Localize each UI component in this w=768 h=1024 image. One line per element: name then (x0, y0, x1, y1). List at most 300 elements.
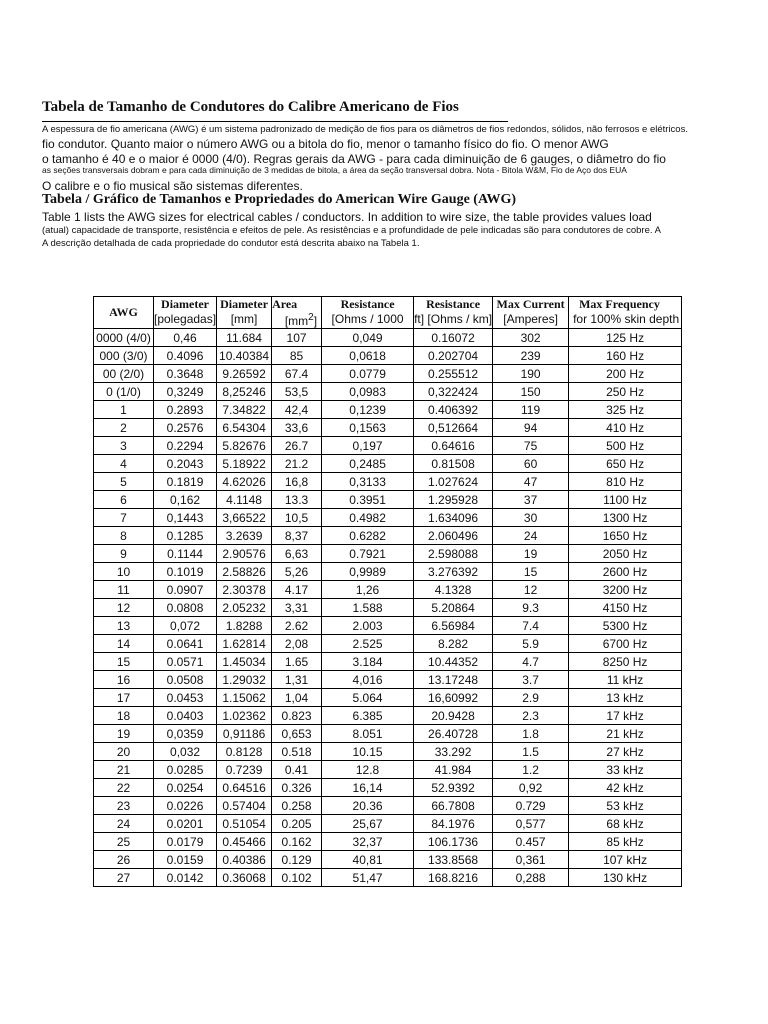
table-row (94, 455, 682, 473)
resistance-ft-cell: 8.051 (322, 725, 414, 743)
area-cell: 33,6 (272, 419, 322, 437)
resistance-km-cell: 16,60992 (414, 689, 493, 707)
max-frequency-cell: 1100 Hz (569, 491, 682, 509)
diameter-mm-cell: 1.45034 (217, 653, 272, 671)
max-current-cell: 302 (493, 329, 569, 347)
table-row (94, 329, 682, 347)
diameter-in-cell: 0.0226 (154, 797, 217, 815)
awg-cell: 8 (94, 527, 154, 545)
resistance-km-cell: 0.16072 (414, 329, 493, 347)
max-current-cell: 1.5 (493, 743, 569, 761)
max-frequency-cell: 810 Hz (569, 473, 682, 491)
section-line-2: (atual) capacidade de transporte, resistência e efeitos de pele. As resistências e a profundidade de pele indicadas são para condutores de cobre. A (42, 225, 661, 236)
diameter-in-cell: 0.2576 (154, 419, 217, 437)
header-max-current: Max Current [Amperes] (493, 297, 569, 329)
area-cell: 0.129 (272, 851, 322, 869)
diameter-in-cell: 0.0285 (154, 761, 217, 779)
resistance-km-cell: 0.202704 (414, 347, 493, 365)
diameter-in-cell: 0,0359 (154, 725, 217, 743)
area-cell: 8,37 (272, 527, 322, 545)
area-cell: 0.326 (272, 779, 322, 797)
awg-cell: 24 (94, 815, 154, 833)
area-cell: 13.3 (272, 491, 322, 509)
max-frequency-cell: 6700 Hz (569, 635, 682, 653)
diameter-in-cell: 0,3249 (154, 383, 217, 401)
header-area: Area $[mm^2]$ (272, 297, 322, 329)
table-row (94, 581, 682, 599)
page-title: Tabela de Tamanho de Condutores do Calibre Americano de Fios (42, 99, 459, 115)
diameter-in-cell: 0.0571 (154, 653, 217, 671)
resistance-ft-cell: 51,47 (322, 869, 414, 887)
max-current-cell: 1.2 (493, 761, 569, 779)
diameter-in-cell: 0.0201 (154, 815, 217, 833)
resistance-ft-cell: 0,1239 (322, 401, 414, 419)
awg-cell: 22 (94, 779, 154, 797)
area-cell: 2.62 (272, 617, 322, 635)
resistance-ft-cell: 0,049 (322, 329, 414, 347)
max-frequency-cell: 500 Hz (569, 437, 682, 455)
intro-line-1: A espessura de fio americana (AWG) é um sistema padronizado de medição de fios para os diâmetros de fios redondos, sólidos, não ferrosos e elétricos. (42, 124, 688, 135)
max-frequency-cell: 2050 Hz (569, 545, 682, 563)
diameter-mm-cell: 0.36068 (217, 869, 272, 887)
diameter-mm-cell: 2.58826 (217, 563, 272, 581)
resistance-km-cell: 1.634096 (414, 509, 493, 527)
max-current-cell: 0,577 (493, 815, 569, 833)
resistance-km-cell: 0.64616 (414, 437, 493, 455)
resistance-ft-cell: 2.525 (322, 635, 414, 653)
resistance-km-cell: 106.1736 (414, 833, 493, 851)
diameter-in-cell: 0.0907 (154, 581, 217, 599)
awg-cell: 26 (94, 851, 154, 869)
resistance-ft-cell: 5.064 (322, 689, 414, 707)
diameter-mm-cell: 0.45466 (217, 833, 272, 851)
diameter-mm-cell: 1.62814 (217, 635, 272, 653)
diameter-mm-cell: 1.02362 (217, 707, 272, 725)
diameter-in-cell: 0,032 (154, 743, 217, 761)
area-cell: 16,8 (272, 473, 322, 491)
diameter-in-cell: 0.0808 (154, 599, 217, 617)
max-frequency-cell: 130 kHz (569, 869, 682, 887)
area-cell: 10,5 (272, 509, 322, 527)
intro-line-3: o tamanho é 40 e o maior é 0000 (4/0). Regras gerais da AWG - para cada diminuição de 6 gauges, o diâmetro do fio (42, 152, 666, 166)
max-frequency-cell: 53 kHz (569, 797, 682, 815)
awg-cell: 25 (94, 833, 154, 851)
max-frequency-cell: 650 Hz (569, 455, 682, 473)
resistance-km-cell: 3.276392 (414, 563, 493, 581)
awg-cell: 5 (94, 473, 154, 491)
awg-cell: 000 (3/0) (94, 347, 154, 365)
header-diameter-in: Diameter [polegadas] (154, 297, 217, 329)
max-current-cell: 37 (493, 491, 569, 509)
diameter-in-cell: 0.0179 (154, 833, 217, 851)
max-frequency-cell: 33 kHz (569, 761, 682, 779)
awg-cell: 7 (94, 509, 154, 527)
resistance-km-cell: 0,512664 (414, 419, 493, 437)
table-row (94, 617, 682, 635)
max-frequency-cell: 42 kHz (569, 779, 682, 797)
diameter-mm-cell: 3.2639 (217, 527, 272, 545)
max-current-cell: 1.8 (493, 725, 569, 743)
diameter-in-cell: 0.4096 (154, 347, 217, 365)
max-current-cell: 94 (493, 419, 569, 437)
max-current-cell: 190 (493, 365, 569, 383)
resistance-km-cell: 13.17248 (414, 671, 493, 689)
area-cell: 0.258 (272, 797, 322, 815)
resistance-ft-cell: 40,81 (322, 851, 414, 869)
resistance-ft-cell: 0,197 (322, 437, 414, 455)
header-diameter-mm: Diameter [mm] (217, 297, 272, 329)
max-current-cell: 0,361 (493, 851, 569, 869)
table-row (94, 599, 682, 617)
table-row (94, 869, 682, 887)
resistance-km-cell: 0.81508 (414, 455, 493, 473)
awg-cell: 0000 (4/0) (94, 329, 154, 347)
table-row (94, 401, 682, 419)
resistance-km-cell: 1.295928 (414, 491, 493, 509)
table-header-row (94, 297, 682, 329)
diameter-mm-cell: 0.40386 (217, 851, 272, 869)
max-frequency-cell: 5300 Hz (569, 617, 682, 635)
header-resistance-ft: Resistance [Ohms / 1000 (322, 297, 414, 329)
max-frequency-cell: 4150 Hz (569, 599, 682, 617)
area-cell: 85 (272, 347, 322, 365)
diameter-in-cell: 0.0254 (154, 779, 217, 797)
diameter-in-cell: 0.2043 (154, 455, 217, 473)
table-row (94, 545, 682, 563)
diameter-mm-cell: 1.8288 (217, 617, 272, 635)
max-frequency-cell: 17 kHz (569, 707, 682, 725)
diameter-in-cell: 0.1019 (154, 563, 217, 581)
awg-cell: 11 (94, 581, 154, 599)
awg-cell: 21 (94, 761, 154, 779)
area-cell: 67.4 (272, 365, 322, 383)
area-cell: 107 (272, 329, 322, 347)
awg-cell: 0 (1/0) (94, 383, 154, 401)
resistance-km-cell: 26.40728 (414, 725, 493, 743)
awg-cell: 23 (94, 797, 154, 815)
resistance-ft-cell: 0,9989 (322, 563, 414, 581)
awg-cell: 14 (94, 635, 154, 653)
resistance-ft-cell: 25,67 (322, 815, 414, 833)
diameter-mm-cell: 0,91186 (217, 725, 272, 743)
resistance-km-cell: 133.8568 (414, 851, 493, 869)
intro-line-2: fio condutor. Quanto maior o número AWG ou a bitola do fio, menor o tamanho físico do fio. O menor AWG (42, 137, 609, 151)
awg-cell: 1 (94, 401, 154, 419)
max-frequency-cell: 3200 Hz (569, 581, 682, 599)
diameter-in-cell: 0.0508 (154, 671, 217, 689)
diameter-in-cell: 0,1443 (154, 509, 217, 527)
diameter-mm-cell: 5.18922 (217, 455, 272, 473)
area-cell: 0.162 (272, 833, 322, 851)
resistance-km-cell: 2.060496 (414, 527, 493, 545)
max-current-cell: 9.3 (493, 599, 569, 617)
diameter-in-cell: 0.0159 (154, 851, 217, 869)
max-frequency-cell: 250 Hz (569, 383, 682, 401)
resistance-ft-cell: 0,0983 (322, 383, 414, 401)
resistance-ft-cell: 1,26 (322, 581, 414, 599)
max-current-cell: 47 (493, 473, 569, 491)
table-row (94, 365, 682, 383)
diameter-mm-cell: 1.15062 (217, 689, 272, 707)
table-row (94, 779, 682, 797)
table-row (94, 635, 682, 653)
diameter-mm-cell: 11.684 (217, 329, 272, 347)
diameter-in-cell: 0,46 (154, 329, 217, 347)
table-row (94, 347, 682, 365)
resistance-km-cell: 52.9392 (414, 779, 493, 797)
table-row (94, 797, 682, 815)
table-row (94, 851, 682, 869)
resistance-km-cell: 20.9428 (414, 707, 493, 725)
max-current-cell: 119 (493, 401, 569, 419)
resistance-km-cell: 8.282 (414, 635, 493, 653)
resistance-km-cell: 0,322424 (414, 383, 493, 401)
resistance-ft-cell: 0.7921 (322, 545, 414, 563)
max-frequency-cell: 2600 Hz (569, 563, 682, 581)
area-cell: 26.7 (272, 437, 322, 455)
max-current-cell: 12 (493, 581, 569, 599)
max-current-cell: 3.7 (493, 671, 569, 689)
table-row (94, 437, 682, 455)
resistance-ft-cell: 12.8 (322, 761, 414, 779)
header-max-frequency: Max Frequency for 100% skin depth (569, 297, 682, 329)
awg-cell: 4 (94, 455, 154, 473)
diameter-in-cell: 0.2893 (154, 401, 217, 419)
area-cell: 3,31 (272, 599, 322, 617)
area-cell: 1.65 (272, 653, 322, 671)
awg-cell: 17 (94, 689, 154, 707)
area-cell: 0.518 (272, 743, 322, 761)
diameter-mm-cell: 0.51054 (217, 815, 272, 833)
table-row (94, 743, 682, 761)
resistance-ft-cell: 0.6282 (322, 527, 414, 545)
awg-cell: 20 (94, 743, 154, 761)
diameter-in-cell: 0.1285 (154, 527, 217, 545)
table-row (94, 653, 682, 671)
table-row (94, 491, 682, 509)
max-current-cell: 0.457 (493, 833, 569, 851)
max-current-cell: 24 (493, 527, 569, 545)
max-frequency-cell: 107 kHz (569, 851, 682, 869)
max-current-cell: 75 (493, 437, 569, 455)
awg-cell: 15 (94, 653, 154, 671)
resistance-ft-cell: 1.588 (322, 599, 414, 617)
diameter-mm-cell: 3,66522 (217, 509, 272, 527)
resistance-ft-cell: 3.184 (322, 653, 414, 671)
table-row (94, 419, 682, 437)
table-row (94, 383, 682, 401)
diameter-in-cell: 0.0142 (154, 869, 217, 887)
max-current-cell: 2.3 (493, 707, 569, 725)
max-frequency-cell: 1650 Hz (569, 527, 682, 545)
resistance-ft-cell: 4,016 (322, 671, 414, 689)
intro-line-5: O calibre e o fio musical são sistemas diferentes. (42, 179, 303, 193)
max-current-cell: 30 (493, 509, 569, 527)
diameter-mm-cell: 0.64516 (217, 779, 272, 797)
max-current-cell: 2.9 (493, 689, 569, 707)
max-current-cell: 0,92 (493, 779, 569, 797)
resistance-ft-cell: 10.15 (322, 743, 414, 761)
max-current-cell: 5.9 (493, 635, 569, 653)
intro-line-4: as seções transversais dobram e para cada diminuição de 3 medidas de bitola, a área da seção transversal dobra. Nota - Bitola W&M, Fio de Aço dos EUA (42, 165, 627, 175)
diameter-mm-cell: 0.8128 (217, 743, 272, 761)
title-underline (42, 121, 508, 122)
resistance-ft-cell: 0.3951 (322, 491, 414, 509)
diameter-in-cell: 0.3648 (154, 365, 217, 383)
awg-cell: 13 (94, 617, 154, 635)
diameter-in-cell: 0,162 (154, 491, 217, 509)
area-cell: 1,04 (272, 689, 322, 707)
table-row (94, 707, 682, 725)
header-resistance-km: Resistance ft] [Ohms / km] (414, 297, 493, 329)
resistance-ft-cell: 0,2485 (322, 455, 414, 473)
resistance-km-cell: 168.8216 (414, 869, 493, 887)
awg-cell: 16 (94, 671, 154, 689)
area-cell: 0.205 (272, 815, 322, 833)
area-cell: 6,63 (272, 545, 322, 563)
diameter-mm-cell: 2.05232 (217, 599, 272, 617)
awg-cell: 27 (94, 869, 154, 887)
area-cell: 4.17 (272, 581, 322, 599)
table-row (94, 815, 682, 833)
diameter-mm-cell: 4.1148 (217, 491, 272, 509)
area-cell: 0,653 (272, 725, 322, 743)
max-frequency-cell: 27 kHz (569, 743, 682, 761)
resistance-ft-cell: 0,3133 (322, 473, 414, 491)
table-row (94, 527, 682, 545)
diameter-mm-cell: 6.54304 (217, 419, 272, 437)
diameter-mm-cell: 2.30378 (217, 581, 272, 599)
diameter-mm-cell: 1.29032 (217, 671, 272, 689)
resistance-ft-cell: 0.0779 (322, 365, 414, 383)
section-line-3: A descrição detalhada de cada propriedade do condutor está descrita abaixo na Tabela 1. (42, 238, 420, 249)
table-row (94, 509, 682, 527)
max-frequency-cell: 8250 Hz (569, 653, 682, 671)
max-current-cell: 0,288 (493, 869, 569, 887)
table-row (94, 725, 682, 743)
area-cell: 2,08 (272, 635, 322, 653)
header-awg: AWG (94, 297, 154, 329)
max-frequency-cell: 85 kHz (569, 833, 682, 851)
awg-cell: 6 (94, 491, 154, 509)
max-current-cell: 7.4 (493, 617, 569, 635)
table-row (94, 671, 682, 689)
diameter-mm-cell: 4.62026 (217, 473, 272, 491)
max-frequency-cell: 125 Hz (569, 329, 682, 347)
diameter-in-cell: 0,072 (154, 617, 217, 635)
max-current-cell: 15 (493, 563, 569, 581)
resistance-km-cell: 5.20864 (414, 599, 493, 617)
diameter-mm-cell: 8,25246 (217, 383, 272, 401)
diameter-mm-cell: 10.40384 (217, 347, 272, 365)
section-title: Tabela / Gráfico de Tamanhos e Propriedades do American Wire Gauge (AWG) (42, 192, 517, 207)
max-frequency-cell: 325 Hz (569, 401, 682, 419)
diameter-in-cell: 0.0641 (154, 635, 217, 653)
resistance-ft-cell: 2.003 (322, 617, 414, 635)
awg-cell: 00 (2/0) (94, 365, 154, 383)
max-current-cell: 239 (493, 347, 569, 365)
resistance-ft-cell: 32,37 (322, 833, 414, 851)
max-current-cell: 19 (493, 545, 569, 563)
table-row (94, 473, 682, 491)
max-frequency-cell: 410 Hz (569, 419, 682, 437)
diameter-mm-cell: 2.90576 (217, 545, 272, 563)
diameter-mm-cell: 0.57404 (217, 797, 272, 815)
awg-cell: 9 (94, 545, 154, 563)
resistance-km-cell: 2.598088 (414, 545, 493, 563)
diameter-in-cell: 0.1144 (154, 545, 217, 563)
area-cell: 1,31 (272, 671, 322, 689)
diameter-in-cell: 0.2294 (154, 437, 217, 455)
max-frequency-cell: 13 kHz (569, 689, 682, 707)
awg-cell: 19 (94, 725, 154, 743)
resistance-ft-cell: 0,1563 (322, 419, 414, 437)
resistance-ft-cell: 16,14 (322, 779, 414, 797)
table-row (94, 761, 682, 779)
max-frequency-cell: 1300 Hz (569, 509, 682, 527)
resistance-ft-cell: 20.36 (322, 797, 414, 815)
diameter-in-cell: 0.0453 (154, 689, 217, 707)
max-current-cell: 4.7 (493, 653, 569, 671)
diameter-in-cell: 0.0403 (154, 707, 217, 725)
section-line-1: Table 1 lists the AWG sizes for electrical cables / conductors. In addition to wire size, the table provides values load (42, 210, 652, 224)
max-frequency-cell: 200 Hz (569, 365, 682, 383)
awg-table (93, 296, 682, 887)
table-row (94, 563, 682, 581)
max-frequency-cell: 11 kHz (569, 671, 682, 689)
table-row (94, 689, 682, 707)
max-current-cell: 60 (493, 455, 569, 473)
diameter-mm-cell: 9.26592 (217, 365, 272, 383)
area-cell: 21.2 (272, 455, 322, 473)
diameter-mm-cell: 5.82676 (217, 437, 272, 455)
resistance-km-cell: 33.292 (414, 743, 493, 761)
area-cell: 0.823 (272, 707, 322, 725)
diameter-in-cell: 0.1819 (154, 473, 217, 491)
resistance-ft-cell: 0,0618 (322, 347, 414, 365)
awg-cell: 2 (94, 419, 154, 437)
max-current-cell: 0.729 (493, 797, 569, 815)
resistance-km-cell: 66.7808 (414, 797, 493, 815)
resistance-km-cell: 41.984 (414, 761, 493, 779)
resistance-km-cell: 10.44352 (414, 653, 493, 671)
resistance-km-cell: 0.406392 (414, 401, 493, 419)
resistance-km-cell: 6.56984 (414, 617, 493, 635)
table-row (94, 833, 682, 851)
awg-cell: 3 (94, 437, 154, 455)
awg-cell: 18 (94, 707, 154, 725)
area-cell: 53,5 (272, 383, 322, 401)
max-frequency-cell: 21 kHz (569, 725, 682, 743)
max-frequency-cell: 68 kHz (569, 815, 682, 833)
area-cell: 0.41 (272, 761, 322, 779)
max-frequency-cell: 160 Hz (569, 347, 682, 365)
awg-cell: 12 (94, 599, 154, 617)
awg-cell: 10 (94, 563, 154, 581)
area-cell: 5,26 (272, 563, 322, 581)
resistance-km-cell: 84.1976 (414, 815, 493, 833)
diameter-mm-cell: 0.7239 (217, 761, 272, 779)
max-current-cell: 150 (493, 383, 569, 401)
area-cell: 42,4 (272, 401, 322, 419)
area-cell: 0.102 (272, 869, 322, 887)
resistance-ft-cell: 6.385 (322, 707, 414, 725)
resistance-km-cell: 0.255512 (414, 365, 493, 383)
resistance-km-cell: 4.1328 (414, 581, 493, 599)
resistance-km-cell: 1.027624 (414, 473, 493, 491)
resistance-ft-cell: 0.4982 (322, 509, 414, 527)
diameter-mm-cell: 7.34822 (217, 401, 272, 419)
